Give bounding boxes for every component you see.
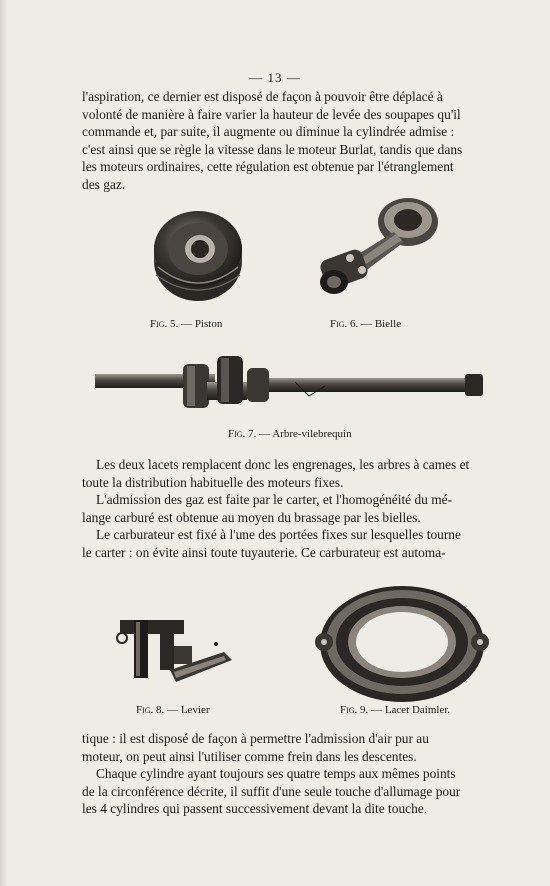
figure-caption <box>136 704 210 716</box>
text-line: commande et, par suite, il augmente ou diminue la cylindrée admise : <box>82 124 455 140</box>
text-line: moteur, on peut ainsi l'utiliser comme frein dans les descentes. <box>82 748 417 764</box>
text-line: des gaz. <box>82 176 126 192</box>
text-line: l'aspiration, ce dernier est disposé de façon à pouvoir être déplacé à <box>82 89 443 104</box>
figure-label: Fig. 8. <box>136 704 165 716</box>
figure-title: — Bielle <box>361 318 402 330</box>
figure-caption <box>228 428 352 440</box>
text-line: volonté de manière à faire varier la hauteur de levée des soupapes qu'il <box>82 106 461 122</box>
figure-title: — Lacet Daimler. <box>371 704 451 716</box>
crankshaft-photo <box>95 352 490 418</box>
text-line: L'admission des gaz est faite par le carter, et l'homogénéité du mé- <box>96 492 453 508</box>
text-line: lange carburé est obtenue au moyen du brassage par les bielles. <box>82 509 421 525</box>
text-line: Le carburateur est fixé à l'une des portées fixes sur lesquelles tourne <box>96 527 461 543</box>
text-line: les moteurs ordinaires, cette régulation est obtenue par l'étranglement <box>82 159 454 175</box>
figure-label: Fig. 9. <box>340 704 369 716</box>
lever-photo <box>114 612 244 698</box>
piston-photo <box>150 205 246 305</box>
text-line: Les deux lacets remplacent donc les engrenages, les arbres à cames et <box>96 457 470 472</box>
daimler-ring-photo <box>310 580 490 704</box>
figure-label: Fig. 7. <box>228 428 257 440</box>
text-line: tique : il est disposé de façon à permettre l'admission d'air pur au <box>82 731 429 746</box>
paragraph-1 <box>82 88 529 194</box>
text-line: c'est ainsi que se règle la vitesse dans le moteur Burlat, tandis que dans <box>82 141 463 157</box>
connecting-rod-photo <box>312 192 442 308</box>
paragraph-3 <box>82 730 529 818</box>
figure-title: — Arbre-vilebrequin <box>259 428 352 440</box>
text-line: Chaque cylindre ayant toujours ses quatre temps aux mêmes points <box>96 766 456 782</box>
figure-caption <box>340 704 450 716</box>
figure-title: — Piston <box>181 318 223 330</box>
text-line: de la circonférence décrite, il suffit d'une seule touche d'allumage pour <box>82 783 461 799</box>
text-line: les 4 cylindres qui passent successivement devant la dite touche. <box>82 801 428 817</box>
text-line: toute la distribution habituelle des moteurs fixes. <box>82 474 344 490</box>
text-line: le carter : on évite ainsi toute tuyauterie. Ce carburateur est automa- <box>82 544 446 560</box>
paragraph-2 <box>82 456 529 562</box>
page-edge-shadow <box>0 0 8 886</box>
figure-label: Fig. 6. <box>330 318 359 330</box>
figure-title: — Levier <box>167 704 210 716</box>
page-number: — 13 — <box>249 70 301 85</box>
figure-caption <box>150 318 222 330</box>
figure-caption <box>330 318 401 330</box>
figure-label: Fig. 5. <box>150 318 179 330</box>
